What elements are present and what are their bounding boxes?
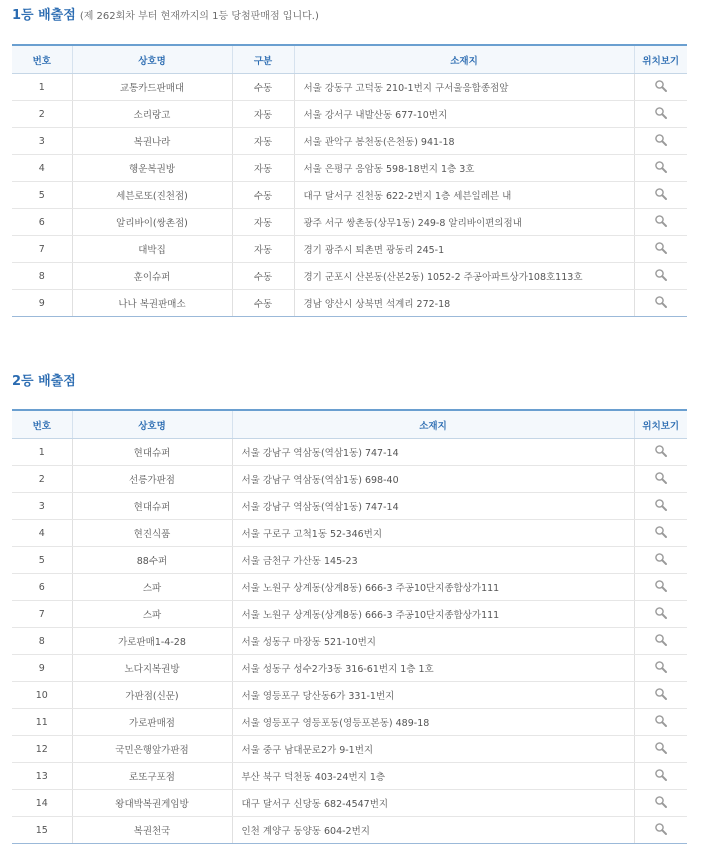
table-row — [12, 547, 687, 574]
map-view-button[interactable] — [634, 236, 687, 263]
store-name: 왕대박복권게임방 — [72, 790, 232, 817]
store-name: 현대슈퍼 — [72, 493, 232, 520]
map-view-button[interactable] — [634, 263, 687, 290]
store-name: 노다지복권방 — [72, 655, 232, 682]
table-row — [12, 236, 687, 263]
row-number: 13 — [12, 763, 72, 790]
section2-title — [12, 370, 76, 389]
selection-type: 자동 — [232, 128, 294, 155]
map-view-button[interactable] — [634, 655, 687, 682]
table-row — [12, 439, 687, 466]
col-header-addr: 소재지 — [232, 410, 634, 439]
map-view-button[interactable] — [634, 128, 687, 155]
store-name: 교통카드판매대 — [72, 74, 232, 101]
store-name: 스파 — [72, 574, 232, 601]
magnifier-icon — [654, 822, 668, 836]
section1-subtitle: (제 262회차 부터 현재까지의 1등 당첨판매점 입니다.) — [79, 11, 319, 22]
map-view-button[interactable] — [634, 290, 687, 317]
row-number: 5 — [12, 547, 72, 574]
table-row — [12, 736, 687, 763]
store-name: 국민은행앞가판점 — [72, 736, 232, 763]
col-header-no: 번호 — [12, 410, 72, 439]
store-address: 서울 영등포구 영등포동(영등포본동) 489-18 — [232, 709, 634, 736]
row-number: 4 — [12, 520, 72, 547]
col-header-no: 번호 — [12, 45, 72, 74]
selection-type: 수동 — [232, 182, 294, 209]
row-number: 9 — [12, 290, 72, 317]
store-address: 경기 군포시 산본동(산본2동) 1052-2 주공아파트상가108호113호 — [294, 263, 634, 290]
store-address: 서울 영등포구 당산동6가 331-1번지 — [232, 682, 634, 709]
table-header-row — [12, 410, 687, 439]
magnifier-icon — [654, 471, 668, 485]
selection-type: 수동 — [232, 74, 294, 101]
map-view-button[interactable] — [634, 682, 687, 709]
selection-type: 자동 — [232, 209, 294, 236]
magnifier-icon — [654, 133, 668, 147]
store-name: 가판점(신문) — [72, 682, 232, 709]
store-address: 서울 관악구 봉천동(은천동) 941-18 — [294, 128, 634, 155]
map-view-button[interactable] — [634, 547, 687, 574]
table-row — [12, 74, 687, 101]
store-address: 인천 계양구 동양동 604-2번지 — [232, 817, 634, 844]
store-address: 서울 강남구 역삼동(역삼1동) 747-14 — [232, 493, 634, 520]
map-view-button[interactable] — [634, 493, 687, 520]
store-address: 서울 중구 남대문로2가 9-1번지 — [232, 736, 634, 763]
row-number: 8 — [12, 628, 72, 655]
store-name: 훈이슈퍼 — [72, 263, 232, 290]
magnifier-icon — [654, 579, 668, 593]
row-number: 4 — [12, 155, 72, 182]
magnifier-icon — [654, 714, 668, 728]
table-row — [12, 101, 687, 128]
table-row — [12, 263, 687, 290]
table-row — [12, 763, 687, 790]
map-view-button[interactable] — [634, 182, 687, 209]
row-number: 6 — [12, 574, 72, 601]
magnifier-icon — [654, 552, 668, 566]
store-address: 경남 양산시 상북면 석계리 272-18 — [294, 290, 634, 317]
map-view-button[interactable] — [634, 628, 687, 655]
map-view-button[interactable] — [634, 466, 687, 493]
second-prize-table — [12, 409, 687, 844]
store-address: 서울 노원구 상계동(상계8동) 666-3 주공10단지종합상가111 — [232, 601, 634, 628]
store-name: 88수퍼 — [72, 547, 232, 574]
map-view-button[interactable] — [634, 736, 687, 763]
table-row — [12, 290, 687, 317]
row-number: 8 — [12, 263, 72, 290]
table-row — [12, 209, 687, 236]
magnifier-icon — [654, 79, 668, 93]
magnifier-icon — [654, 525, 668, 539]
store-address: 광주 서구 쌍촌동(상무1동) 249-8 알리바이편의점내 — [294, 209, 634, 236]
row-number: 5 — [12, 182, 72, 209]
row-number: 9 — [12, 655, 72, 682]
magnifier-icon — [654, 187, 668, 201]
row-number: 6 — [12, 209, 72, 236]
map-view-button[interactable] — [634, 709, 687, 736]
col-header-addr: 소재지 — [294, 45, 634, 74]
store-name: 현진식품 — [72, 520, 232, 547]
col-header-name: 상호명 — [72, 45, 232, 74]
store-name: 대박집 — [72, 236, 232, 263]
map-view-button[interactable] — [634, 520, 687, 547]
selection-type: 자동 — [232, 236, 294, 263]
magnifier-icon — [654, 214, 668, 228]
map-view-button[interactable] — [634, 74, 687, 101]
magnifier-icon — [654, 268, 668, 282]
store-address: 대구 달서구 신당동 682-4547번지 — [232, 790, 634, 817]
store-address: 서울 강동구 고덕동 210-1번지 구서울응합종점앞 — [294, 74, 634, 101]
magnifier-icon — [654, 295, 668, 309]
table-row — [12, 466, 687, 493]
map-view-button[interactable] — [634, 817, 687, 844]
magnifier-icon — [654, 768, 668, 782]
store-name: 알리바이(쌍촌점) — [72, 209, 232, 236]
table-row — [12, 709, 687, 736]
magnifier-icon — [654, 106, 668, 120]
row-number: 11 — [12, 709, 72, 736]
table-row — [12, 128, 687, 155]
col-header-type: 구분 — [232, 45, 294, 74]
store-address: 서울 구로구 고척1동 52-346번지 — [232, 520, 634, 547]
map-view-button[interactable] — [634, 790, 687, 817]
map-view-button[interactable] — [634, 601, 687, 628]
row-number: 3 — [12, 128, 72, 155]
magnifier-icon — [654, 241, 668, 255]
table-row — [12, 682, 687, 709]
map-view-button[interactable] — [634, 763, 687, 790]
col-header-map: 위치보기 — [634, 45, 687, 74]
col-header-name: 상호명 — [72, 410, 232, 439]
store-address: 부산 북구 덕천동 403-24번지 1층 — [232, 763, 634, 790]
store-address: 서울 강남구 역삼동(역삼1동) 698-40 — [232, 466, 634, 493]
row-number: 14 — [12, 790, 72, 817]
store-name: 행운복권방 — [72, 155, 232, 182]
store-name: 세븐로또(진천점) — [72, 182, 232, 209]
store-address: 서울 강서구 내발산동 677-10번지 — [294, 101, 634, 128]
store-name: 나나 복권판매소 — [72, 290, 232, 317]
table-row — [12, 601, 687, 628]
store-name: 스파 — [72, 601, 232, 628]
table-row — [12, 628, 687, 655]
table-row — [12, 817, 687, 844]
store-address: 서울 금천구 가산동 145-23 — [232, 547, 634, 574]
store-address: 서울 은평구 응암동 598-18번지 1층 3호 — [294, 155, 634, 182]
table-row — [12, 790, 687, 817]
table-row — [12, 520, 687, 547]
magnifier-icon — [654, 633, 668, 647]
store-address: 서울 강남구 역삼동(역삼1동) 747-14 — [232, 439, 634, 466]
table-header-row — [12, 45, 687, 74]
selection-type: 수동 — [232, 263, 294, 290]
store-name: 복권천국 — [72, 817, 232, 844]
first-prize-table — [12, 44, 687, 317]
magnifier-icon — [654, 660, 668, 674]
store-address: 서울 성동구 성수2가3동 316-61번지 1층 1호 — [232, 655, 634, 682]
table-row — [12, 182, 687, 209]
row-number: 10 — [12, 682, 72, 709]
magnifier-icon — [654, 160, 668, 174]
store-name: 복권나라 — [72, 128, 232, 155]
store-address: 서울 노원구 상계동(상계8동) 666-3 주공10단지종합상가111 — [232, 574, 634, 601]
store-address: 서울 성동구 마장동 521-10번지 — [232, 628, 634, 655]
map-view-button[interactable] — [634, 101, 687, 128]
col-header-map: 위치보기 — [634, 410, 687, 439]
table-row — [12, 155, 687, 182]
row-number: 12 — [12, 736, 72, 763]
store-address: 경기 광주시 퇴촌면 광동리 245-1 — [294, 236, 634, 263]
map-view-button[interactable] — [634, 209, 687, 236]
row-number: 15 — [12, 817, 72, 844]
selection-type: 자동 — [232, 155, 294, 182]
table-row — [12, 574, 687, 601]
map-view-button[interactable] — [634, 574, 687, 601]
table-row — [12, 655, 687, 682]
magnifier-icon — [654, 687, 668, 701]
row-number: 7 — [12, 601, 72, 628]
magnifier-icon — [654, 444, 668, 458]
store-address: 대구 달서구 진천동 622-2번지 1층 세븐일레븐 내 — [294, 182, 634, 209]
magnifier-icon — [654, 795, 668, 809]
store-name: 가로판매1-4-28 — [72, 628, 232, 655]
store-name: 가로판매점 — [72, 709, 232, 736]
row-number: 2 — [12, 466, 72, 493]
magnifier-icon — [654, 606, 668, 620]
section1-title — [12, 4, 319, 23]
magnifier-icon — [654, 741, 668, 755]
map-view-button[interactable] — [634, 155, 687, 182]
map-view-button[interactable] — [634, 439, 687, 466]
store-name: 현대슈퍼 — [72, 439, 232, 466]
selection-type: 자동 — [232, 101, 294, 128]
store-name: 소리랑고 — [72, 101, 232, 128]
store-name: 로또구포점 — [72, 763, 232, 790]
magnifier-icon — [654, 498, 668, 512]
table-row — [12, 493, 687, 520]
store-name: 선릉가판점 — [72, 466, 232, 493]
section2-heading: 2등 배출점 — [12, 374, 76, 389]
row-number: 1 — [12, 439, 72, 466]
row-number: 7 — [12, 236, 72, 263]
row-number: 1 — [12, 74, 72, 101]
selection-type: 수동 — [232, 290, 294, 317]
section1-heading: 1등 배출점 — [12, 8, 76, 23]
row-number: 2 — [12, 101, 72, 128]
row-number: 3 — [12, 493, 72, 520]
